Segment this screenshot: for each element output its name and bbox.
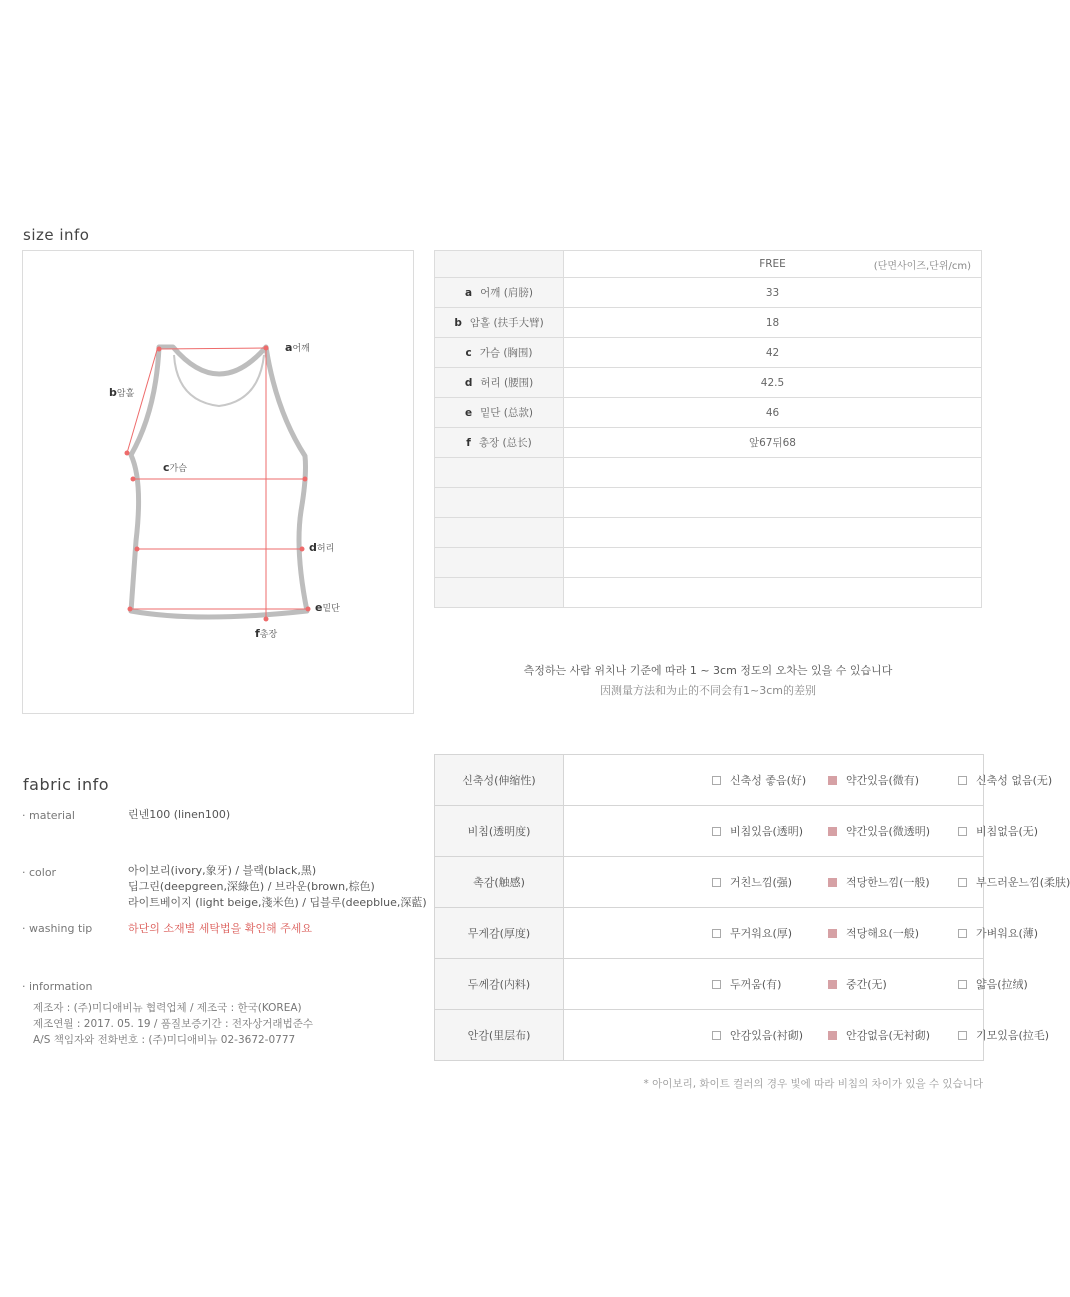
- size-row: d 허리 (腰围) 42.5: [435, 368, 982, 398]
- size-row-empty: [435, 488, 982, 518]
- diagram-label-e: e밑단: [315, 601, 340, 614]
- size-row: a 어깨 (肩膀) 33: [435, 278, 982, 308]
- checkbox-icon: [712, 776, 721, 785]
- size-row-empty: [435, 458, 982, 488]
- checkbox-icon: [712, 827, 721, 836]
- checkbox-icon: [958, 878, 967, 887]
- fabric-row-texture: 촉감(触感) 거친느낌(强) 적당한느낌(一般) 부드러운느낌(柔肤): [435, 857, 984, 908]
- material-value: 린넨100 (linen100): [128, 808, 231, 821]
- checkbox-icon: [712, 929, 721, 938]
- size-row: c 가슴 (胸围) 42: [435, 338, 982, 368]
- color-values: 아이보리(ivory,象牙) / 블랙(black,黑) 딥그린(deepgreen,深綠色) / 브라운(brown,棕色) 라이트베이지 (light beige,淺米色) / 딥블루(deepblue,深藍): [128, 864, 427, 909]
- fabric-row-sheerness: 비침(透明度) 비침있음(透明) 약간있음(微透明) 비침없음(无): [435, 806, 984, 857]
- checkbox-checked-icon: [828, 827, 837, 836]
- checkbox-icon: [958, 776, 967, 785]
- checkbox-icon: [958, 929, 967, 938]
- size-row-empty: [435, 518, 982, 548]
- fabric-info-title: fabric info: [23, 775, 110, 794]
- fabric-row-weight: 무게감(厚度) 무거워요(厚) 적당해요(一般) 가벼워요(薄): [435, 908, 984, 959]
- size-header-free: FREE: [759, 258, 786, 270]
- checkbox-icon: [712, 1031, 721, 1040]
- size-row: e 밑단 (总款) 46: [435, 398, 982, 428]
- fabric-row-lining: 안감(里层布) 안감있음(衬砌) 안감없음(无衬砌) 기모있음(拉毛): [435, 1010, 984, 1061]
- diagram-label-d: d허리: [309, 541, 335, 554]
- size-info-title: size info: [23, 226, 90, 244]
- checkbox-icon: [958, 980, 967, 989]
- checkbox-icon: [712, 980, 721, 989]
- checkbox-icon: [712, 878, 721, 887]
- fabric-properties-table: [434, 754, 1070, 1061]
- fabric-row-stretch: 신축성(伸缩性) 신축성 좋음(好) 약간있음(微有) 신축성 없음(无): [435, 755, 984, 806]
- diagram-label-b: b암홀: [109, 386, 135, 399]
- measurement-note-zh: 因测量方法和为止的不同会有1~3cm的差别: [600, 684, 816, 697]
- checkbox-checked-icon: [828, 980, 837, 989]
- checkbox-checked-icon: [828, 878, 837, 887]
- checkbox-checked-icon: [828, 776, 837, 785]
- material-label: · material: [22, 809, 75, 822]
- tank-top-outline: [23, 251, 415, 715]
- unit-note: (단면사이즈,단위/cm): [873, 261, 971, 272]
- information-label: · information: [22, 980, 93, 993]
- diagram-label-c: c가슴: [163, 461, 187, 474]
- checkbox-checked-icon: [828, 929, 837, 938]
- information-lines: 제조자 : (주)미디애비뉴 협력업체 / 제조국 : 한국(KOREA) 제조연월 : 2017. 05. 19 / 품질보증기간 : 전자상거래법준수 A/S 책임자와 전화번호 : (주)미디애비뉴 02-3672-0777: [33, 1002, 314, 1046]
- color-label: · color: [22, 866, 57, 879]
- size-table: [434, 250, 982, 608]
- checkbox-icon: [958, 827, 967, 836]
- size-row-empty: [435, 578, 982, 608]
- fabric-row-thickness: 두께감(内料) 두꺼움(有) 중간(无) 얇음(拉绒): [435, 959, 984, 1010]
- diagram-label-a: a어깨: [285, 341, 310, 354]
- size-row: f 총장 (总长) 앞67뒤68: [435, 428, 982, 458]
- checkbox-checked-icon: [828, 1031, 837, 1040]
- checkbox-icon: [958, 1031, 967, 1040]
- size-row-empty: [435, 548, 982, 578]
- sheerness-footnote: * 아이보리, 화이트 컬러의 경우 빛에 따라 비침의 차이가 있을 수 있습니다: [643, 1078, 983, 1090]
- washing-tip-label: · washing tip: [22, 922, 93, 935]
- garment-diagram: [22, 250, 414, 714]
- washing-tip-value: 하단의 소재별 세탁법을 확인해 주세요: [128, 922, 313, 935]
- diagram-label-f: f총장: [255, 627, 278, 640]
- size-row: b 암홀 (扶手大臂) 18: [435, 308, 982, 338]
- measurement-note-ko: 측정하는 사람 위치나 기준에 따라 1 ~ 3cm 정도의 오차는 있을 수 있습니다: [523, 664, 893, 677]
